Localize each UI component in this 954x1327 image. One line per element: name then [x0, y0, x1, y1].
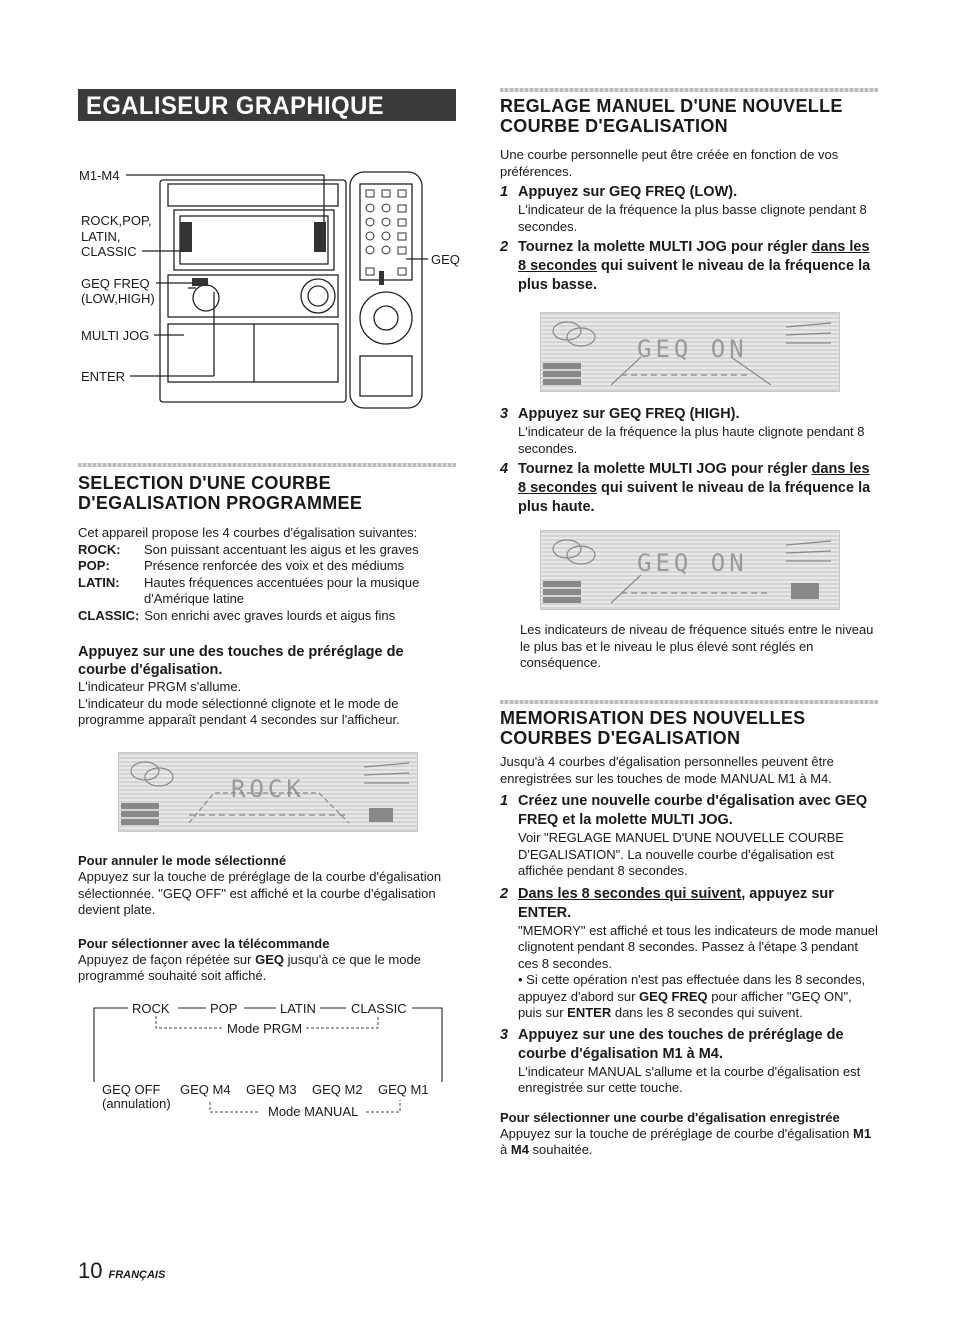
- label-latin: LATIN,: [81, 229, 121, 244]
- step-1-text: L'indicateur de la fréquence la plus basse clignote pendant 8 secondes.: [518, 202, 867, 234]
- press-heading: Appuyez sur une des touches de préréglage de courbe d'égalisation.: [78, 644, 404, 678]
- step-4: 4 Tournez la molette MULTI JOG pour régler dans les 8 secondes qui suivent le niveau de la fréquence la plus haute.: [500, 461, 871, 515]
- diagram-latin: LATIN: [280, 1001, 316, 1016]
- diagram-classic: CLASSIC: [351, 1001, 407, 1016]
- label-rockpop: ROCK,POP,: [81, 213, 152, 228]
- section-rule-3: [500, 700, 878, 704]
- banner-title: EGALISEUR GRAPHIQUE: [86, 92, 385, 120]
- mem-step-3-text: L'indicateur MANUAL s'allume et la courbe d'égalisation est enregistrée sur cette touche.: [518, 1063, 861, 1095]
- label-enter: ENTER: [81, 369, 126, 384]
- lcd-graphics-high: [541, 531, 839, 609]
- section-title-2: REGLAGE MANUEL D'UNE NOUVELLE COURBE D'EGALISATION: [500, 96, 843, 136]
- def-latin: LATIN: Hautes fréquences accentuées pour la musique d'Amérique latine: [78, 574, 420, 606]
- def-classic: CLASSIC: Son enrichi avec graves lourds et aigus fins: [78, 607, 396, 623]
- section-title: SELECTION D'UNE COURBE D'EGALISATION PROGRAMMEE: [78, 473, 363, 513]
- diagram-geqoff: GEQ OFF: [102, 1082, 161, 1097]
- mem-step-2-text: "MEMORY" est affiché et tous les indicateurs de mode manuel clignotent pendant 8 secondes. Passez à l'étape 3 pendant ces 8 secondes.: [518, 922, 878, 971]
- diagram-pop: POP: [210, 1001, 238, 1016]
- mem-step-2: 2 Dans les 8 secondes qui suivent, appuyez sur ENTER.: [500, 885, 834, 921]
- selection-section: [78, 473, 456, 729]
- diagram-annul: (annulation): [102, 1096, 171, 1111]
- label-multijog: MULTI JOG: [81, 328, 150, 343]
- def-rock: ROCK: Son puissant accentuant les aigus et les graves: [78, 541, 419, 557]
- mem-step-3: 3 Appuyez sur une des touches de préréglage de courbe d'égalisation M1 à M4.: [500, 1026, 844, 1062]
- mem-bullet: • Si cette opération n'est pas effectuée dans les 8 secondes, appuyez d'abord sur GEQ FREQ pour afficher "GEQ ON", puis sur ENTER dans les 8 secondes qui suivent.: [518, 972, 866, 1020]
- intro-text: Cet appareil propose les 4 courbes d'égalisation suivantes:: [78, 525, 418, 540]
- cancel-title: Pour annuler le mode sélectionné: [78, 853, 287, 868]
- step-3: 3 Appuyez sur GEQ FREQ (HIGH).: [500, 406, 740, 422]
- mem-intro: Jusqu'à 4 courbes d'égalisation personnelles peuvent être enregistrées sur les touches de mode MANUAL M1 à M4.: [500, 754, 834, 786]
- label-classic: CLASSIC: [81, 244, 137, 259]
- lcd-display-high: [540, 530, 840, 610]
- lcd-text: ROCK: [231, 775, 305, 803]
- reg-intro: Une courbe personnelle peut être créée en fonction de vos préférences.: [500, 147, 839, 179]
- step-2: 2 Tournez la molette MULTI JOG pour régler dans les 8 secondes qui suivent le niveau de la fréquence la plus basse.: [500, 239, 871, 293]
- lcd-graphics-low: [541, 313, 839, 391]
- diagram-m3: GEQ M3: [246, 1082, 297, 1097]
- footer-language: FRANÇAIS: [108, 1269, 166, 1281]
- section-rule: [78, 463, 456, 467]
- section-title-3: MEMORISATION DES NOUVELLES COURBES D'EGALISATION: [500, 708, 806, 748]
- prgm-text: L'indicateur PRGM s'allume.: [78, 679, 242, 694]
- reglage-section-2: [500, 405, 878, 517]
- page-footer: [78, 1258, 165, 1284]
- mem-select-title: Pour sélectionner une courbe d'égalisation enregistrée: [500, 1109, 840, 1125]
- page-number: 10: [78, 1258, 103, 1283]
- lcd-display-low: [540, 312, 840, 392]
- diagram-m1: GEQ M1: [378, 1082, 429, 1097]
- lcd-display-rock: [118, 752, 418, 832]
- mode-diagram: [88, 996, 448, 1126]
- diagram-m4: GEQ M4: [180, 1082, 231, 1097]
- cancel-section: [78, 852, 456, 985]
- cancel-text: Appuyez sur la touche de préréglage de la courbe d'égalisation sélectionnée. "GEQ OFF" est affiché et la courbe d'égalisation devient plate.: [78, 869, 442, 917]
- section-rule-2: [500, 88, 878, 92]
- label-geqfreq: GEQ FREQ: [81, 276, 150, 291]
- step-3-text: L'indicateur de la fréquence la plus haute clignote pendant 8 secondes.: [518, 424, 865, 456]
- lcd-text-high: GEQ ON: [637, 549, 748, 577]
- stereo-drawing: [78, 160, 468, 412]
- after-text: Les indicateurs de niveau de fréquence situés entre le niveau le plus bas et le niveau le plus élevé sont réglés en conséquence.: [520, 622, 874, 670]
- memorisation-section: [500, 708, 878, 1159]
- diagram-m2: GEQ M2: [312, 1082, 363, 1097]
- def-pop: POP: Présence renforcée des voix et des médiums: [78, 558, 405, 573]
- lcd-graphics: [119, 753, 417, 831]
- mem-step-1: 1 Créez une nouvelle courbe d'égalisation avec GEQ FREQ et la molette MULTI JOG.: [500, 793, 868, 828]
- remote-text: Appuyez de façon répétée sur GEQ jusqu'à ce que le mode programmé souhaité soit affiché.: [78, 951, 421, 983]
- reglage-section: [500, 96, 878, 295]
- diagram-manual: Mode MANUAL: [268, 1104, 359, 1119]
- step-1: 1 Appuyez sur GEQ FREQ (LOW).: [500, 184, 738, 200]
- label-lowhigh: (LOW,HIGH): [81, 291, 155, 306]
- mode-text: L'indicateur du mode sélectionné clignote et le mode de programme apparaît pendant 4 secondes sur l'afficheur.: [78, 695, 400, 727]
- lcd-text-low: GEQ ON: [637, 335, 748, 363]
- mem-step-1-text: Voir "REGLAGE MANUEL D'UNE NOUVELLE COURBE D'EGALISATION". La nouvelle courbe d'égalisation est affichée pendant 8 secondes.: [518, 830, 844, 878]
- remote-title: Pour sélectionner avec la télécommande: [78, 935, 330, 951]
- label-geq: GEQ: [431, 252, 460, 267]
- section-banner: [78, 89, 456, 121]
- diagram-rock: ROCK: [132, 1001, 170, 1016]
- diagram-prgm: Mode PRGM: [227, 1021, 303, 1036]
- label-m1m4: M1-M4: [79, 168, 120, 183]
- mem-select-text: Appuyez sur la touche de préréglage de courbe d'égalisation M1 à M4 souhaitée.: [500, 1125, 872, 1157]
- device-figure: [78, 160, 468, 412]
